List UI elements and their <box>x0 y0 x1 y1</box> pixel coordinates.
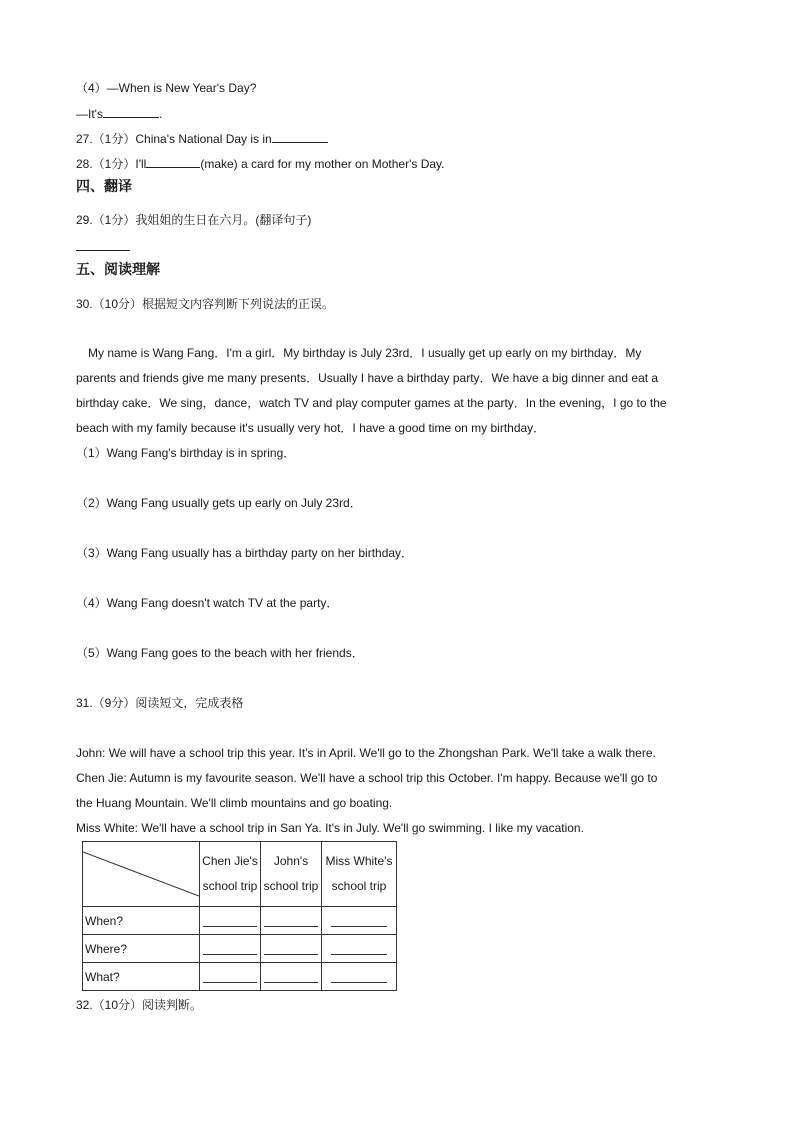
q30-passage-line: My name is Wang Fang．I'm a girl．My birthday is July 23rd．I usually get up early on my birthday．My <box>88 346 642 360</box>
table-row <box>83 963 397 991</box>
answer-suffix: . <box>158 107 163 121</box>
answer-cell[interactable] <box>261 907 322 935</box>
q31-prompt: 31.（9分）阅读短文，完成表格 <box>76 696 244 710</box>
q30-passage-line: parents and friends give me many presents．Usually I have a birthday party．We have a big dinner and eat a <box>76 371 659 385</box>
cell-blank[interactable] <box>203 968 257 983</box>
answer-cell[interactable] <box>322 963 397 991</box>
column-header: John's school trip <box>261 842 322 907</box>
row-header: What? <box>83 963 200 991</box>
answer-blank[interactable] <box>103 105 159 118</box>
answer-cell[interactable] <box>200 935 261 963</box>
answer-cell[interactable] <box>261 963 322 991</box>
cell-blank[interactable] <box>331 912 387 927</box>
answer-cell[interactable] <box>200 963 261 991</box>
answer-cell[interactable] <box>261 935 322 963</box>
table-row <box>83 935 397 963</box>
q30-passage-line: beach with my family because it's usually very hot．I have a good time on my birthday． <box>76 421 546 435</box>
answer-prefix: —It's <box>76 107 103 121</box>
q29-blank[interactable] <box>76 238 130 251</box>
q28-suffix: (make) a card for my mother on Mother's Day. <box>200 157 445 171</box>
q28-line <box>76 155 444 172</box>
q28-blank[interactable] <box>146 155 200 168</box>
section-reading-title: 五、阅读理解 <box>76 262 160 278</box>
q31-passage-line: the Huang Mountain. We'll climb mountains and go boating. <box>76 796 393 810</box>
row-header: When? <box>83 907 200 935</box>
q27-blank[interactable] <box>272 130 328 143</box>
q31-passage-line: Miss White: We'll have a school trip in San Ya. It's in July. We'll go swimming. I like my vacation. <box>76 821 584 835</box>
answer-cell[interactable] <box>322 935 397 963</box>
q31-passage-line: John: We will have a school trip this year. It's in April. We'll go to the Zhongshan Park. We'll take a walk there. <box>76 746 656 760</box>
q29-text: 29.（1分）我姐姐的生日在六月。(翻译句子) <box>76 213 312 227</box>
cell-blank[interactable] <box>203 912 257 927</box>
q29-answer-line <box>76 238 130 255</box>
answer-cell[interactable] <box>322 907 397 935</box>
q27-text: 27.（1分）China's National Day is in <box>76 132 272 146</box>
cell-blank[interactable] <box>264 968 318 983</box>
cell-blank[interactable] <box>203 940 257 955</box>
diagonal-line <box>83 842 199 906</box>
q26-4-answer-line <box>76 105 162 122</box>
column-header: Chen Jie's school trip <box>200 842 261 907</box>
q31-table <box>82 841 397 991</box>
q30-item: （5）Wang Fang goes to the beach with her friends． <box>76 646 364 660</box>
q30-item: （3）Wang Fang usually has a birthday party on her birthday． <box>76 546 414 560</box>
q28-prefix: 28.（1分）I'll <box>76 157 147 171</box>
q26-4-question: （4）—When is New Year's Day? <box>76 81 257 95</box>
q27-line <box>76 130 328 147</box>
q32-prompt: 32.（10分）阅读判断。 <box>76 998 203 1012</box>
answer-cell[interactable] <box>200 907 261 935</box>
cell-blank[interactable] <box>331 968 387 983</box>
q30-item: （4）Wang Fang doesn't watch TV at the party． <box>76 596 339 610</box>
q30-item: （2）Wang Fang usually gets up early on July 23rd． <box>76 496 362 510</box>
cell-blank[interactable] <box>331 940 387 955</box>
q30-prompt: 30.（10分）根据短文内容判断下列说法的正误。 <box>76 297 335 311</box>
table-header-row <box>83 842 397 907</box>
column-header: Miss White's school trip <box>322 842 397 907</box>
q30-passage-line: birthday cake．We sing，dance，watch TV and play computer games at the party．In the evening，I go to the <box>76 396 667 410</box>
row-header: Where? <box>83 935 200 963</box>
cell-blank[interactable] <box>264 912 318 927</box>
q31-passage-line: Chen Jie: Autumn is my favourite season. We'll have a school trip this October. I'm happy. Because we'll go to <box>76 771 658 785</box>
table-corner-cell <box>83 842 200 907</box>
cell-blank[interactable] <box>264 940 318 955</box>
section-translation-title: 四、翻译 <box>76 179 132 195</box>
table-row <box>83 907 397 935</box>
q30-item: （1）Wang Fang's birthday is in spring． <box>76 446 296 460</box>
